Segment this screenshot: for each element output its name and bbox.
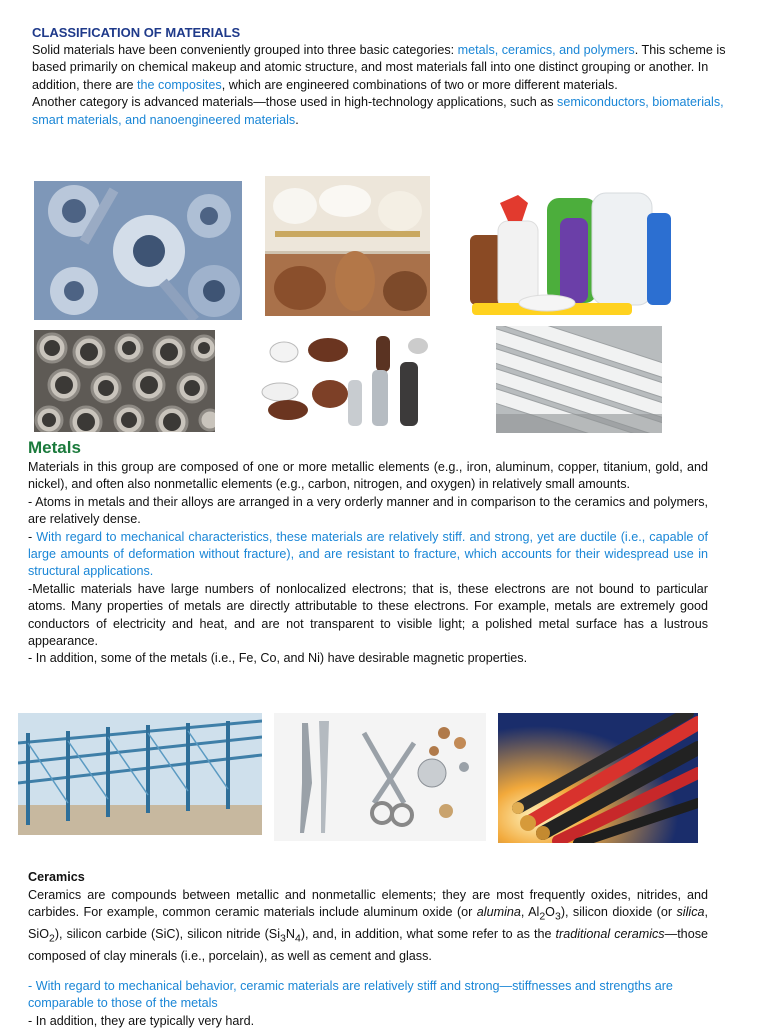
intro-text xyxy=(32,42,732,129)
ceramics-highlight-mechanical: With regard to mechanical behavior, ceramic materials are relatively stiff and strong—stiffnesses and strengths are comparable to those of the metals xyxy=(28,979,673,1011)
metal-pipes-image xyxy=(34,330,215,432)
intro-highlight-composites: the composites xyxy=(137,77,222,92)
ceramic-insulators-image xyxy=(258,332,433,430)
steel-building-frame-image xyxy=(18,713,262,835)
intro-highlight-advanced: semiconductors, biomaterials, smart materials, and nanoengineered materials xyxy=(32,95,724,127)
metals-dash: - xyxy=(28,529,37,544)
plastic-bottles-image xyxy=(452,163,678,320)
metals-paragraph-1: Materials in this group are composed of one or more metallic elements (e.g., iron, aluminum, copper, titanium, gold, and nickel), and often also nonmetallic elements (e.g., carbon, nitrogen, and oxygen) in relatively small amounts. xyxy=(28,460,708,492)
intro-paragraph-2 xyxy=(32,94,732,129)
ceramics-text-run: O xyxy=(545,905,555,920)
intro-text-run: Another category is advanced materials—those used in high-technology applications, such as xyxy=(32,95,558,110)
bolts-nuts-image xyxy=(34,181,242,320)
intro-text-run: . This scheme is based primarily on chemical makeup and atomic structure, and most materials fall into one distinct grouping or another. In addition, there are xyxy=(32,43,726,92)
ceramics-dash: - xyxy=(28,979,36,993)
metals-heading: Metals xyxy=(28,438,81,457)
ceramics-text-run: , SiO xyxy=(28,905,708,942)
cutlery-scissors-image xyxy=(274,713,486,841)
intro-paragraph-1 xyxy=(32,42,732,94)
subscript: 2 xyxy=(539,910,546,923)
ceramics-text-run: ), silicon dioxide (or xyxy=(560,905,677,920)
ceramics-paragraph-3: - In addition, they are typically very hard. xyxy=(28,1013,255,1028)
ceramics-text-run: ), silicon carbide (SiC), silicon nitride (Si xyxy=(54,927,281,942)
ceramics-term-alumina: alumina xyxy=(476,905,521,920)
metals-paragraph-2: - Atoms in metals and their alloys are arranged in a very orderly manner and in comparison to the ceramics and polymers, are relatively dense. xyxy=(28,494,708,527)
subscript: 2 xyxy=(49,932,55,945)
metals-paragraph-3 xyxy=(28,529,708,581)
ceramics-body-2 xyxy=(28,978,708,1030)
metals-paragraph-5: - In addition, some of the metals (i.e., Fe, Co, and Ni) have desirable magnetic properties. xyxy=(28,651,528,666)
pvc-pipes-image xyxy=(496,326,662,433)
electrical-cables-image xyxy=(498,713,698,843)
ceramics-body xyxy=(28,887,708,966)
metals-highlight-mechanical: With regard to mechanical characteristics, these materials are relatively stiff. and strong, yet are ductile (i.e., capable of large amounts of deformation without fracture), and are resistant to fracture, which accounts for their widespread use in structural applications. xyxy=(28,529,708,579)
intro-text-run: . xyxy=(295,112,299,127)
ceramics-paragraph-1 xyxy=(28,887,708,966)
subscript: 3 xyxy=(554,910,561,923)
dishware-pottery-image xyxy=(265,176,430,316)
ceramics-paragraph-2 xyxy=(28,978,708,1013)
ceramics-heading: Ceramics xyxy=(28,870,85,884)
metals-paragraph-4: -Metallic materials have large numbers of nonlocalized electrons; that is, these electrons are not bound to particular atoms. Many properties of metals are directly attributable to these electrons. For example, metals are extremely good conductors of electricity and heat, and are not transparent to visible light; a polished metal surface has a lustrous appearance. xyxy=(28,581,708,649)
intro-text-run: Solid materials have been conveniently grouped into three basic categories: xyxy=(32,43,458,57)
ceramics-term-silica: silica xyxy=(676,905,705,920)
ceramics-text-run: , Al xyxy=(520,905,540,920)
subscript: 4 xyxy=(294,932,301,945)
intro-text-run: , which are engineered combinations of two or more different materials. xyxy=(221,77,618,92)
metals-body xyxy=(28,459,708,668)
ceramics-text-run: N xyxy=(285,927,295,942)
ceramics-text-run: —those composed of clay minerals (i.e., porcelain), as well as cement and glass. xyxy=(28,927,708,964)
ceramics-text-run: Ceramics are compounds between metallic and nonmetallic elements; they are most frequently oxides, nitrides, and carbides. For example, common ceramic materials include aluminum oxide (or xyxy=(28,888,708,920)
ceramics-text-run: ), and, in addition, what some refer to as the xyxy=(300,927,556,942)
intro-highlight-categories: metals, ceramics, and polymers xyxy=(457,43,635,57)
ceramics-term-traditional: traditional ceramics xyxy=(555,927,665,942)
section-heading: CLASSIFICATION OF MATERIALS xyxy=(32,25,241,40)
subscript: 3 xyxy=(280,932,286,945)
